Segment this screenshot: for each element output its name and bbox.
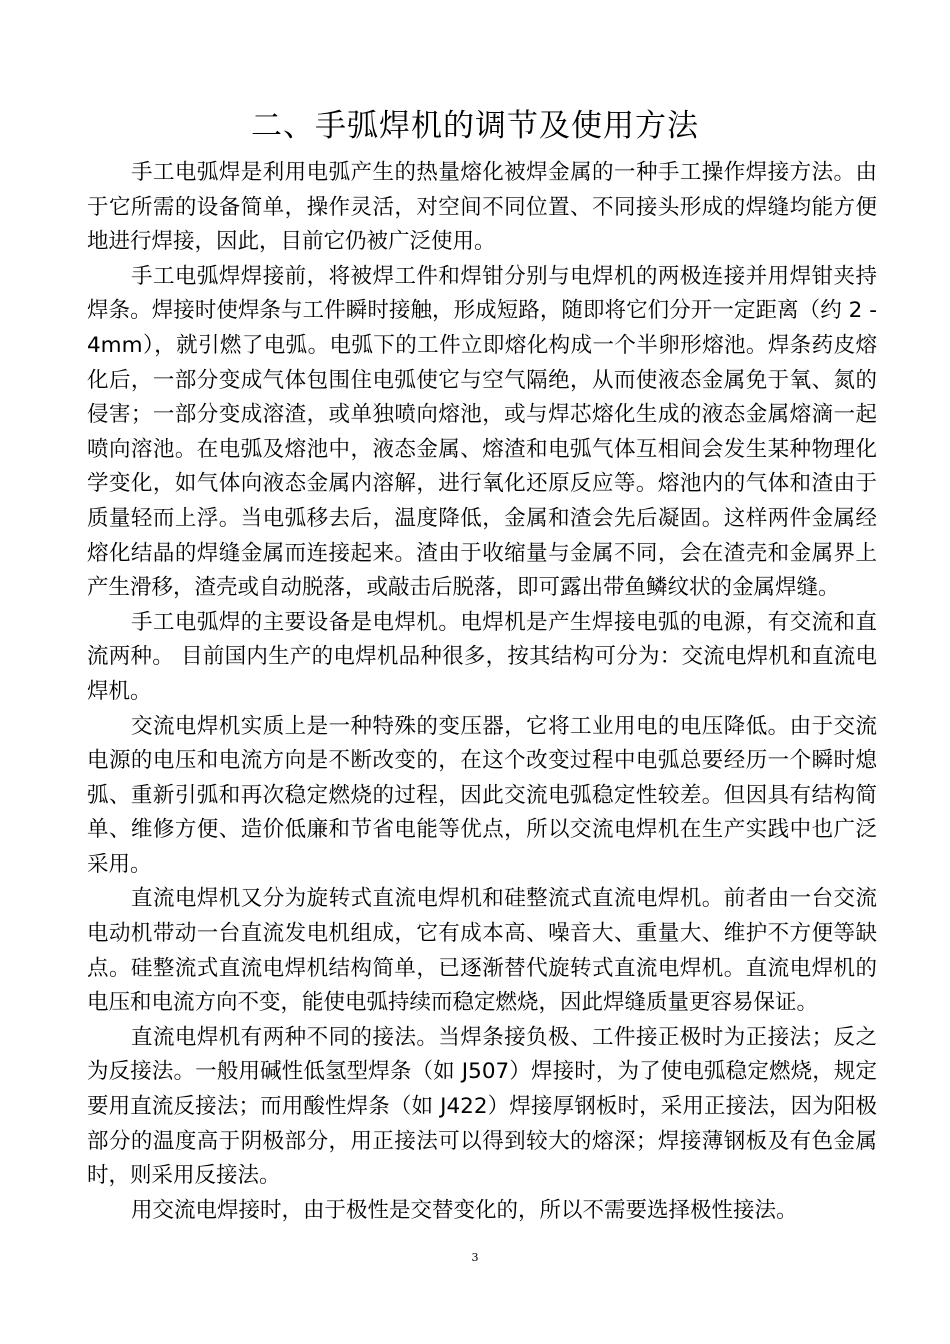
- paragraph-dc-welder: 直流电焊机又分为旋转式直流电焊机和硅整流式直流电焊机。前者由一台交流电动机带动一台直流发电机组成，它有成本高、噪音大、重量大、维护不方便等缺点。硅整流式直流电焊机结构简单，已逐渐替代旋转式直流电焊机。直流电焊机的电压和电流方向不变，能使电弧持续而稳定燃烧，因此焊缝质量更容易保证。: [87, 886, 877, 1016]
- body-text: [87, 156, 877, 1228]
- paragraph-equipment: 手工电弧焊的主要设备是电焊机。电焊机是产生焊接电弧的电源，有交流和直流两种。 目前国内生产的电焊机品种很多，按其结构可分为：交流电焊机和直流电焊机。: [87, 609, 877, 704]
- paragraph-ac-polarity: 用交流电焊接时，由于极性是交替变化的，所以不需要选择极性接法。: [131, 1197, 798, 1223]
- page-number: 3: [471, 1251, 479, 1264]
- section-title: 二、手弧焊机的调节及使用方法: [251, 108, 699, 144]
- paragraph-welding-process: 手工电弧焊焊接前，将被焊工件和焊钳分别与电焊机的两极连接并用焊钳夹持焊条。焊接时使焊条与工件瞬时接触，形成短路，随即将它们分开一定距离（约 2 - 4mm），就引燃了电弧。电弧下的工件立即熔化构成一个半卵形熔池。焊条药皮熔化后，一部分变成气体包围住电弧使它与空气隔绝，从而使液态金属免于氧、氮的侵害；一部分变成溶渣，或单独喷向熔池，或与焊芯熔化生成的液态金属熔滴一起喷向溶池。在电弧及熔池中，液态金属、熔渣和电弧气体互相间会发生某种物理化学变化，如气体向液态金属内溶解，进行氧化还原反应等。熔池内的气体和渣由于质量轻而上浮。当电弧移去后，温度降低，金属和渣会先后凝固。这样两件金属经熔化结晶的焊缝金属而连接起来。渣由于收缩量与金属不同，会在渣壳和金属界上产生滑移，渣壳或自动脱落，或敲击后脱落，即可露出带鱼鳞纹状的金属焊缝。: [87, 263, 877, 601]
- paragraph-ac-welder: 交流电焊机实质上是一种特殊的变压器，它将工业用电的电压降低。由于交流电源的电压和电流方向是不断改变的，在这个改变过程中电弧总要经历一个瞬时熄弧、重新引弧和再次稳定燃烧的过程，因此交流电弧稳定性较差。但因具有结构简单、维修方便、造价低廉和节省电能等优点，所以交流电焊机在生产实践中也广泛采用。: [87, 713, 877, 877]
- paragraph-intro: 手工电弧焊是利用电弧产生的热量熔化被焊金属的一种手工操作焊接方法。由于它所需的设备简单，操作灵活，对空间不同位置、不同接头形成的焊缝均能方便地进行焊接，因此，目前它仍被广泛使用。: [87, 160, 877, 255]
- paragraph-dc-polarity: 直流电焊机有两种不同的接法。当焊条接负极、工件接正极时为正接法；反之为反接法。一般用碱性低氢型焊条（如 J507）焊接时，为了使电弧稳定燃烧，规定要用直流反接法；而用酸性焊条（如 J422）焊接厚钢板时，采用正接法，因为阳极部分的温度高于阴极部分，用正接法可以得到较大的熔深；焊接薄钢板及有色金属时，则采用反接法。: [87, 1024, 877, 1189]
